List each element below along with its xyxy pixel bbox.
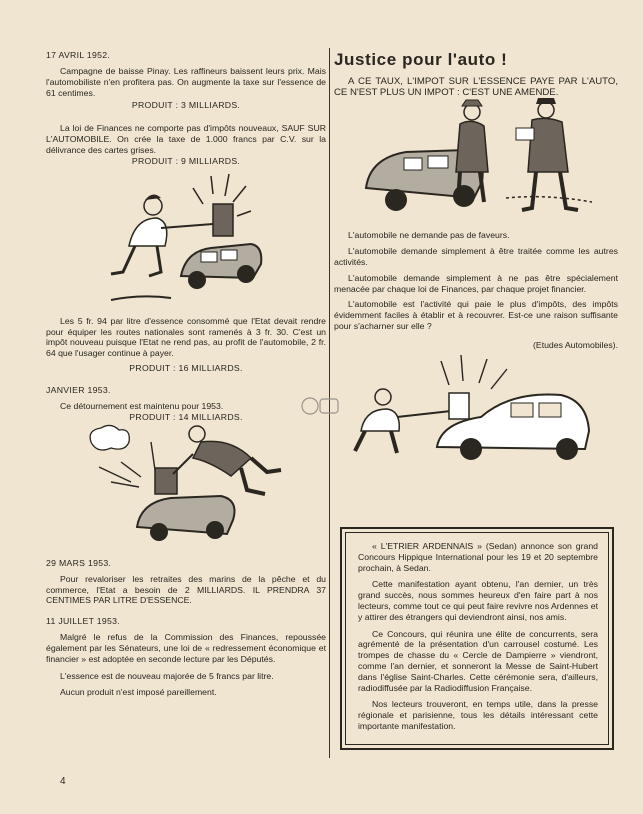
- car-pump-illustration: [341, 351, 611, 461]
- paragraph: Cette manifestation ayant obtenu, l'an dernier, un très grand succès, nous sommes heureux d'en faire part à nos lecteurs, comme tout ce qui peut faire revivre nos Ardennes et y attirer des étrangers qui deviendront ainsi, nos amis.: [358, 579, 598, 622]
- paragraph: Malgré le refus de la Commission des Finances, repoussée également par les Sénateurs, une loi de « redressement économique et financier » est adoptée en seconde lecture par les Députés.: [46, 632, 326, 664]
- announcement-box: [340, 527, 614, 750]
- product-line: PRODUIT : 16 MILLIARDS.: [129, 362, 243, 373]
- paragraph: L'automobile demande simplement à ne pas être spécialement menacée par chaque loi de Finances, par chaque projet financier.: [334, 272, 618, 294]
- paragraph: L'automobile ne demande pas de faveurs.: [348, 230, 510, 241]
- paragraph: Aucun produit n'est imposé pareillement.: [60, 687, 217, 698]
- paragraph: L'essence est de nouveau majorée de 5 francs par litre.: [60, 670, 274, 681]
- left-column: [46, 50, 326, 698]
- source-credit: (Etudes Automobiles).: [533, 339, 618, 350]
- date-heading: 17 AVRIL 1952.: [46, 50, 111, 60]
- hammer-car-illustration-2: [81, 422, 291, 552]
- paragraph: Campagne de baisse Pinay. Les raffineurs baissent leurs prix. Mais l'automobiliste n'en profitera pas. On augmente la taxe sur l'essence de 61 centimes.: [46, 66, 326, 98]
- paragraph: Pour revaloriser les retraites des marins de la pêche et du commerce, l'Etat a besoin de 2 MILLIARDS. IL PRENDRA 37 CENTIMES PAR LITRE D'ESSENCE.: [46, 573, 326, 606]
- announcement-inner: [345, 532, 609, 745]
- product-line: PRODUIT : 9 MILLIARDS.: [131, 155, 241, 166]
- paragraph: Les 5 fr. 94 par litre d'essence consommé que l'Etat devait rendre pour équiper les routes nationales sont ramenés à 3 fr. 30. C'est un impôt nouveau puisque l'Etat ne rend pas, au profit de l'automobile, 2 fr. 64 que l'usager continue à payer.: [46, 315, 326, 359]
- library-stamp-icon: [300, 395, 342, 417]
- hammer-car-illustration: [101, 166, 271, 316]
- product-line: PRODUIT : 3 MILLIARDS.: [131, 100, 241, 111]
- right-column: [334, 50, 618, 461]
- paragraph: L'automobile est l'activité qui paie le plus d'impôts, des impôts évidemment faciles à établir et à recouvrer. Est-ce une raison suffisante pour s'acharner sur elle ?: [334, 299, 618, 331]
- date-heading: 11 JUILLET 1953.: [46, 616, 121, 627]
- car-policeman-illustration: [356, 98, 596, 226]
- paragraph: « L'ETRIER ARDENNAIS » (Sedan) annonce son grand Concours Hippique International pour les 19 et 20 septembre prochain, à Sedan.: [358, 541, 598, 573]
- article-title: Justice pour l'auto !: [334, 50, 508, 69]
- page-number: 4: [60, 776, 66, 787]
- lead-paragraph: A CE TAUX, L'IMPOT SUR L'ESSENCE PAYE PAR L'AUTO, CE N'EST PLUS UN IMPOT : C'EST UNE AMENDE.: [334, 76, 618, 99]
- paragraph: L'automobile demande simplement à être traitée comme les autres activités.: [334, 246, 618, 267]
- paragraph: Ce détournement est maintenu pour 1953.: [60, 400, 224, 411]
- paragraph: Nos lecteurs trouveront, en temps utile, dans la presse régionale et parisienne, tous les détails intéressant cette importante manifestation.: [358, 699, 598, 731]
- date-heading: 29 MARS 1953.: [46, 557, 112, 568]
- product-line: PRODUIT : 14 MILLIARDS.: [129, 411, 243, 422]
- date-heading: JANVIER 1953.: [46, 384, 111, 395]
- paragraph: La loi de Finances ne comporte pas d'impôts nouveaux, SAUF SUR L'AUTOMOBILE. On crée la taxe de 1.000 francs par C.V. sur la délivrance des cartes grises.: [46, 123, 326, 155]
- paragraph: Ce Concours, qui réunira une élite de concurrents, sera agrémenté de la présentation d'un carrousel costumé. Les trompes de chasse du « Cercle de Dampierre » viendront, comme l'an dernier, et sonneront la Messe de Saint-Hubert dans l'église Saint-Charles. Cette cérémonie sera, d'ailleurs, radiodiffusée par la Radiodiffusion Française.: [358, 628, 598, 693]
